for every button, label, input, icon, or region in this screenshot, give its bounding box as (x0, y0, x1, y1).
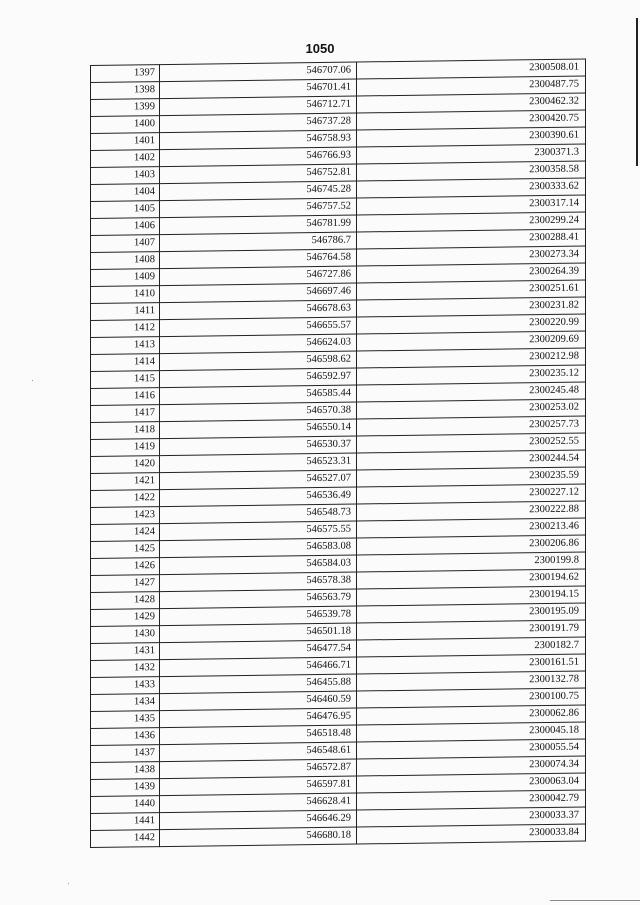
point-number-cell: 1402 (91, 150, 160, 168)
point-number-cell: 1440 (91, 796, 160, 814)
y-coordinate-cell: 2300317.14 (357, 195, 586, 215)
y-coordinate-cell: 2300257.73 (357, 416, 586, 436)
x-coordinate-cell: 546585.44 (160, 385, 357, 405)
point-number-cell: 1432 (91, 660, 160, 678)
y-coordinate-cell: 2300132.78 (357, 671, 586, 691)
coordinate-table-body (91, 59, 586, 847)
point-number-cell: 1426 (91, 558, 160, 576)
page-number: 1050 (305, 41, 335, 56)
y-coordinate-cell: 2300231.82 (357, 297, 586, 317)
point-number-cell: 1428 (91, 592, 160, 610)
point-number-cell: 1410 (91, 286, 160, 304)
x-coordinate-cell: 546575.55 (160, 521, 357, 541)
x-coordinate-cell: 546536.49 (160, 487, 357, 507)
y-coordinate-cell: 2300371.3 (357, 144, 586, 164)
y-coordinate-cell: 2300252.55 (357, 433, 586, 453)
x-coordinate-cell: 546678.63 (160, 300, 357, 320)
x-coordinate-cell: 546624.03 (160, 334, 357, 354)
x-coordinate-cell: 546764.58 (160, 249, 357, 269)
point-number-cell: 1431 (91, 643, 160, 661)
point-number-cell: 1438 (91, 762, 160, 780)
point-number-cell: 1421 (91, 473, 160, 491)
x-coordinate-cell: 546466.71 (160, 657, 357, 677)
point-number-cell: 1399 (91, 99, 160, 117)
scan-bottom-rule (550, 900, 640, 901)
point-number-cell: 1400 (91, 116, 160, 134)
x-coordinate-cell: 546597.81 (160, 776, 357, 796)
y-coordinate-cell: 2300042.79 (357, 790, 586, 810)
point-number-cell: 1411 (91, 303, 160, 321)
point-number-cell: 1405 (91, 201, 160, 219)
point-number-cell: 1425 (91, 541, 160, 559)
y-coordinate-cell: 2300161.51 (357, 654, 586, 674)
x-coordinate-cell: 546758.93 (160, 130, 357, 150)
y-coordinate-cell: 2300508.01 (357, 59, 586, 79)
y-coordinate-cell: 2300487.75 (357, 76, 586, 96)
y-coordinate-cell: 2300245.48 (357, 382, 586, 402)
point-number-cell: 1404 (91, 184, 160, 202)
point-number-cell: 1413 (91, 337, 160, 355)
point-number-cell: 1412 (91, 320, 160, 338)
x-coordinate-cell: 546583.08 (160, 538, 357, 558)
x-coordinate-cell: 546550.14 (160, 419, 357, 439)
point-number-cell: 1439 (91, 779, 160, 797)
x-coordinate-cell: 546572.87 (160, 759, 357, 779)
x-coordinate-cell: 546527.07 (160, 470, 357, 490)
y-coordinate-cell: 2300182.7 (357, 637, 586, 657)
y-coordinate-cell: 2300244.54 (357, 450, 586, 470)
y-coordinate-cell: 2300222.88 (357, 501, 586, 521)
x-coordinate-cell: 546501.18 (160, 623, 357, 643)
point-number-cell: 1417 (91, 405, 160, 423)
x-coordinate-cell: 546570.38 (160, 402, 357, 422)
x-coordinate-cell: 546477.54 (160, 640, 357, 660)
x-coordinate-cell: 546578.38 (160, 572, 357, 592)
y-coordinate-cell: 2300195.09 (357, 603, 586, 623)
y-coordinate-cell: 2300288.41 (357, 229, 586, 249)
x-coordinate-cell: 546745.28 (160, 181, 357, 201)
y-coordinate-cell: 2300253.02 (357, 399, 586, 419)
point-number-cell: 1409 (91, 269, 160, 287)
y-coordinate-cell: 2300299.24 (357, 212, 586, 232)
x-coordinate-cell: 546712.71 (160, 96, 357, 116)
x-coordinate-cell: 546584.03 (160, 555, 357, 575)
point-number-cell: 1434 (91, 694, 160, 712)
y-coordinate-cell: 2300390.61 (357, 127, 586, 147)
y-coordinate-cell: 2300220.99 (357, 314, 586, 334)
coordinate-table-wrapper (90, 59, 586, 848)
x-coordinate-cell: 546460.59 (160, 691, 357, 711)
point-number-cell: 1397 (91, 65, 160, 83)
x-coordinate-cell: 546757.52 (160, 198, 357, 218)
y-coordinate-cell: 2300333.62 (357, 178, 586, 198)
y-coordinate-cell: 2300194.62 (357, 569, 586, 589)
y-coordinate-cell: 2300358.58 (357, 161, 586, 181)
point-number-cell: 1401 (91, 133, 160, 151)
x-coordinate-cell: 546680.18 (160, 827, 357, 847)
point-number-cell: 1407 (91, 235, 160, 253)
point-number-cell: 1423 (91, 507, 160, 525)
point-number-cell: 1416 (91, 388, 160, 406)
point-number-cell: 1430 (91, 626, 160, 644)
y-coordinate-cell: 2300264.39 (357, 263, 586, 283)
y-coordinate-cell: 2300062.86 (357, 705, 586, 725)
y-coordinate-cell: 2300213.46 (357, 518, 586, 538)
y-coordinate-cell: 2300033.84 (357, 824, 586, 844)
x-coordinate-cell: 546523.31 (160, 453, 357, 473)
y-coordinate-cell: 2300420.75 (357, 110, 586, 130)
x-coordinate-cell: 546752.81 (160, 164, 357, 184)
x-coordinate-cell: 546646.29 (160, 810, 357, 830)
point-number-cell: 1406 (91, 218, 160, 236)
y-coordinate-cell: 2300045.18 (357, 722, 586, 742)
x-coordinate-cell: 546592.97 (160, 368, 357, 388)
x-coordinate-cell: 546548.61 (160, 742, 357, 762)
y-coordinate-cell: 2300273.34 (357, 246, 586, 266)
point-number-cell: 1435 (91, 711, 160, 729)
x-coordinate-cell: 546598.62 (160, 351, 357, 371)
scan-speck (32, 380, 33, 381)
x-coordinate-cell: 546737.28 (160, 113, 357, 133)
y-coordinate-cell: 2300191.79 (357, 620, 586, 640)
point-number-cell: 1414 (91, 354, 160, 372)
point-number-cell: 1420 (91, 456, 160, 474)
point-number-cell: 1436 (91, 728, 160, 746)
point-number-cell: 1429 (91, 609, 160, 627)
x-coordinate-cell: 546655.57 (160, 317, 357, 337)
x-coordinate-cell: 546548.73 (160, 504, 357, 524)
x-coordinate-cell: 546786.7 (160, 232, 357, 252)
y-coordinate-cell: 2300462.32 (357, 93, 586, 113)
point-number-cell: 1403 (91, 167, 160, 185)
x-coordinate-cell: 546701.41 (160, 79, 357, 99)
x-coordinate-cell: 546530.37 (160, 436, 357, 456)
y-coordinate-cell: 2300251.61 (357, 280, 586, 300)
x-coordinate-cell: 546697.46 (160, 283, 357, 303)
y-coordinate-cell: 2300235.12 (357, 365, 586, 385)
y-coordinate-cell: 2300033.37 (357, 807, 586, 827)
x-coordinate-cell: 546518.48 (160, 725, 357, 745)
point-number-cell: 1424 (91, 524, 160, 542)
point-number-cell: 1418 (91, 422, 160, 440)
y-coordinate-cell: 2300100.75 (357, 688, 586, 708)
y-coordinate-cell: 2300227.12 (357, 484, 586, 504)
point-number-cell: 1442 (91, 830, 160, 848)
point-number-cell: 1398 (91, 82, 160, 100)
coordinate-table (90, 59, 586, 848)
y-coordinate-cell: 2300235.59 (357, 467, 586, 487)
x-coordinate-cell: 546563.79 (160, 589, 357, 609)
y-coordinate-cell: 2300055.54 (357, 739, 586, 759)
scan-edge-mark (636, 18, 638, 166)
x-coordinate-cell: 546476.95 (160, 708, 357, 728)
y-coordinate-cell: 2300209.69 (357, 331, 586, 351)
point-number-cell: 1408 (91, 252, 160, 270)
x-coordinate-cell: 546766.93 (160, 147, 357, 167)
y-coordinate-cell: 2300212.98 (357, 348, 586, 368)
point-number-cell: 1441 (91, 813, 160, 831)
point-number-cell: 1419 (91, 439, 160, 457)
y-coordinate-cell: 2300206.86 (357, 535, 586, 555)
y-coordinate-cell: 2300074.34 (357, 756, 586, 776)
point-number-cell: 1433 (91, 677, 160, 695)
scan-speck (68, 883, 69, 884)
point-number-cell: 1415 (91, 371, 160, 389)
x-coordinate-cell: 546539.78 (160, 606, 357, 626)
x-coordinate-cell: 546707.06 (160, 62, 357, 82)
y-coordinate-cell: 2300199.8 (357, 552, 586, 572)
x-coordinate-cell: 546628.41 (160, 793, 357, 813)
x-coordinate-cell: 546455.88 (160, 674, 357, 694)
x-coordinate-cell: 546781.99 (160, 215, 357, 235)
point-number-cell: 1422 (91, 490, 160, 508)
point-number-cell: 1437 (91, 745, 160, 763)
y-coordinate-cell: 2300194.15 (357, 586, 586, 606)
point-number-cell: 1427 (91, 575, 160, 593)
y-coordinate-cell: 2300063.04 (357, 773, 586, 793)
x-coordinate-cell: 546727.86 (160, 266, 357, 286)
